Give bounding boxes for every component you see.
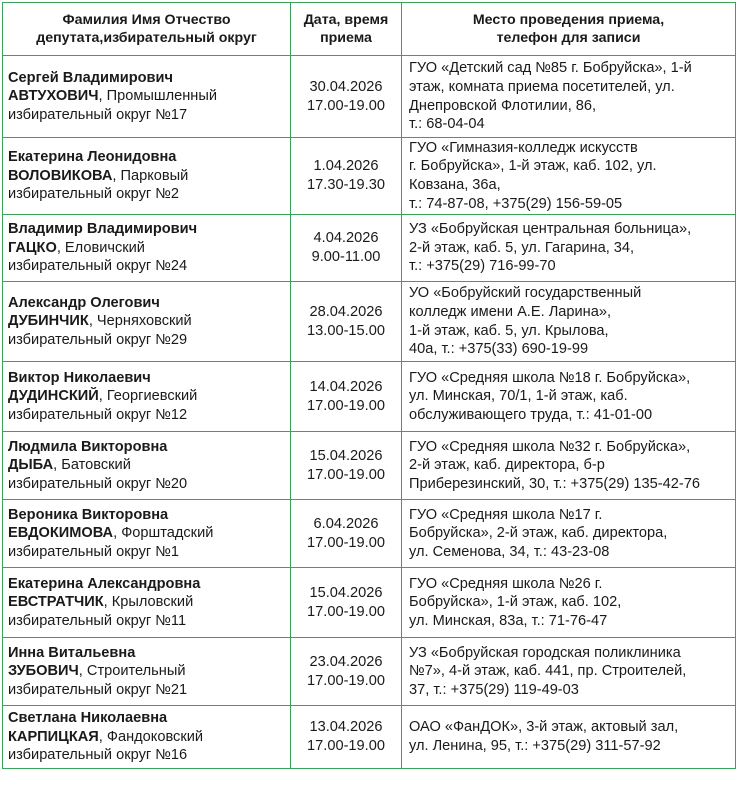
reception-date: 4.04.2026: [313, 230, 379, 247]
deputy-surname: ГАЦКО: [8, 239, 57, 256]
place-line: УО «Бобруйский государственный: [409, 285, 642, 302]
reception-time: 17.00-19.00: [307, 466, 385, 483]
header-name: Фамилия Имя Отчество депутата,избирательный округ: [3, 3, 291, 56]
place-line: ул. Семенова, 34, т.: 43-23-08: [409, 543, 610, 560]
deputy-surname: АВТУХОВИЧ: [8, 88, 99, 105]
deputy-first-name: Екатерина Александровна: [8, 575, 201, 592]
place-cell: [402, 706, 736, 769]
place-line: ОАО «ФанДОК», 3-й этаж, актовый зал,: [409, 719, 679, 736]
reception-date: 30.04.2026: [309, 78, 383, 95]
table-row: [3, 138, 736, 215]
place-line: ГУО «Средняя школа №17 г.: [409, 506, 603, 523]
reception-time: 17.00-19.00: [307, 534, 385, 551]
reception-schedule-table: [2, 2, 736, 769]
district-name: , Еловичский: [56, 239, 145, 256]
deputy-cell: [3, 638, 291, 706]
deputy-first-name: Александр Олегович: [8, 294, 160, 311]
place-line: колледж имени А.Е. Ларина»,: [409, 303, 612, 320]
place-line: Днепровской Флотилии, 86,: [409, 97, 597, 114]
deputy-cell: [3, 568, 291, 638]
date-cell: [291, 432, 402, 500]
place-cell: [402, 56, 736, 138]
place-line: ГУО «Средняя школа №32 г. Бобруйска»,: [409, 438, 691, 455]
deputy-first-name: Инна Витальевна: [8, 644, 136, 661]
deputy-first-name: Виктор Николаевич: [8, 369, 151, 386]
deputy-first-name: Сергей Владимирович: [8, 69, 173, 86]
deputy-surname: КАРПИЦКАЯ: [8, 728, 99, 745]
district-name: , Батовский: [53, 457, 131, 474]
reception-date: 23.04.2026: [309, 653, 383, 670]
table-row: [3, 215, 736, 282]
place-line: обслуживающего труда, т.: 41-01-00: [409, 406, 653, 423]
date-cell: [291, 362, 402, 432]
district-number: избирательный округ №2: [8, 186, 180, 203]
reception-date: 15.04.2026: [309, 447, 383, 464]
place-line: Ковзана, 36а,: [409, 177, 501, 193]
reception-time: 13.00-15.00: [307, 322, 385, 339]
district-name: , Промышленный: [98, 88, 217, 105]
place-cell: [402, 432, 736, 500]
reception-date: 1.04.2026: [313, 158, 379, 175]
place-line: Бобруйска», 1-й этаж, каб. 102,: [409, 594, 622, 611]
date-cell: [291, 500, 402, 568]
place-line: Приберезинский, 30, т.: +375(29) 135-42-76: [409, 475, 700, 492]
district-name: , Крыловский: [103, 594, 194, 611]
deputy-first-name: Владимир Владимирович: [8, 221, 198, 238]
deputy-first-name: Светлана Николаевна: [8, 710, 168, 727]
header-place: Место проведения приема, телефон для записи: [402, 3, 736, 56]
deputy-cell: [3, 282, 291, 362]
deputy-cell: [3, 500, 291, 568]
table-row: [3, 56, 736, 138]
table-row: [3, 638, 736, 706]
district-name: , Строительный: [78, 663, 186, 680]
place-line: т.: +375(29) 716-99-70: [409, 258, 556, 275]
header-row: [3, 3, 736, 56]
district-name: , Георгиевский: [98, 388, 198, 405]
place-cell: [402, 362, 736, 432]
district-number: избирательный округ №24: [8, 258, 188, 275]
place-line: т.: 74-87-08, +375(29) 156-59-05: [409, 195, 623, 212]
deputy-surname: ДЫБА: [8, 457, 54, 474]
reception-time: 17.00-19.00: [307, 738, 385, 754]
place-cell: [402, 500, 736, 568]
reception-time: 17.00-19.00: [307, 397, 385, 414]
deputy-first-name: Людмила Викторовна: [8, 438, 168, 455]
place-line: ул. Минская, 83а, т.: 71-76-47: [409, 612, 608, 629]
district-name: , Черняховский: [88, 313, 192, 330]
deputy-first-name: Вероника Викторовна: [8, 506, 169, 523]
place-cell: [402, 215, 736, 282]
place-line: УЗ «Бобруйская городская поликлиника: [409, 644, 681, 661]
deputy-surname: ДУДИНСКИЙ: [8, 388, 99, 405]
place-line: №7», 4-й этаж, каб. 441, пр. Строителей,: [409, 663, 687, 680]
place-line: этаж, комната приема посетителей, ул.: [409, 78, 675, 95]
date-cell: [291, 638, 402, 706]
table-row: [3, 362, 736, 432]
date-cell: [291, 138, 402, 215]
table-row: [3, 432, 736, 500]
place-line: ул. Ленина, 95, т.: +375(29) 311-57-92: [409, 738, 661, 754]
place-cell: [402, 282, 736, 362]
reception-date: 28.04.2026: [309, 303, 383, 320]
place-cell: [402, 638, 736, 706]
place-cell: [402, 568, 736, 638]
district-number: избирательный округ №21: [8, 681, 188, 698]
deputy-surname: ДУБИНЧИК: [8, 313, 89, 330]
reception-time: 17.00-19.00: [307, 603, 385, 620]
deputy-surname: ВОЛОВИКОВА: [8, 167, 113, 184]
reception-time: 9.00-11.00: [311, 249, 381, 265]
reception-date: 13.04.2026: [309, 719, 383, 736]
deputy-surname: ЕВСТРАТЧИК: [8, 594, 104, 611]
deputy-cell: [3, 706, 291, 769]
district-number: избирательный округ №29: [8, 331, 188, 348]
reception-date: 15.04.2026: [309, 584, 383, 601]
deputy-surname: ЗУБОВИЧ: [8, 663, 79, 680]
district-number: избирательный округ №16: [8, 747, 188, 764]
header-date: Дата, время приема: [291, 3, 402, 56]
table-row: [3, 500, 736, 568]
place-line: г. Бобруйска», 1-й этаж, каб. 102, ул.: [409, 158, 657, 175]
district-name: , Форштадский: [113, 525, 214, 542]
deputy-cell: [3, 432, 291, 500]
district-number: избирательный округ №12: [8, 406, 188, 423]
place-line: 40а, т.: +375(33) 690-19-99: [409, 341, 589, 358]
place-line: ГУО «Детский сад №85 г. Бобруйска», 1-й: [409, 60, 692, 77]
deputy-first-name: Екатерина Леонидовна: [8, 149, 177, 166]
table-row: [3, 282, 736, 362]
reception-time: 17.00-19.00: [307, 672, 385, 689]
place-line: 37, т.: +375(29) 119-49-03: [409, 681, 579, 698]
deputy-cell: [3, 138, 291, 215]
table-row: [3, 706, 736, 769]
place-line: 2-й этаж, каб. 5, ул. Гагарина, 34,: [409, 239, 635, 256]
place-line: т.: 68-04-04: [409, 116, 485, 133]
place-line: ул. Минская, 70/1, 1-й этаж, каб.: [409, 388, 628, 405]
deputy-cell: [3, 362, 291, 432]
deputy-cell: [3, 215, 291, 282]
reception-time: 17.00-19.00: [307, 97, 385, 114]
place-line: ГУО «Средняя школа №18 г. Бобруйска»,: [409, 369, 691, 386]
place-line: Бобруйска», 2-й этаж, каб. директора,: [409, 525, 668, 542]
deputy-surname: ЕВДОКИМОВА: [8, 525, 114, 542]
date-cell: [291, 706, 402, 769]
reception-date: 6.04.2026: [313, 515, 379, 532]
date-cell: [291, 56, 402, 138]
place-line: ГУО «Средняя школа №26 г.: [409, 575, 603, 592]
district-number: избирательный округ №11: [8, 612, 187, 629]
reception-time: 17.30-19.30: [307, 177, 385, 193]
district-name: , Парковый: [112, 167, 189, 184]
place-line: 1-й этаж, каб. 5, ул. Крылова,: [409, 322, 609, 339]
district-number: избирательный округ №17: [8, 106, 188, 123]
deputy-cell: [3, 56, 291, 138]
place-line: УЗ «Бобруйская центральная больница»,: [409, 221, 692, 238]
date-cell: [291, 215, 402, 282]
place-cell: [402, 138, 736, 215]
place-line: 2-й этаж, каб. директора, б-р: [409, 457, 605, 474]
district-number: избирательный округ №20: [8, 475, 188, 492]
district-number: избирательный округ №1: [8, 543, 180, 560]
reception-date: 14.04.2026: [309, 378, 383, 395]
date-cell: [291, 282, 402, 362]
date-cell: [291, 568, 402, 638]
district-name: , Фандоковский: [98, 728, 204, 745]
table-row: [3, 568, 736, 638]
place-line: ГУО «Гимназия-колледж искусств: [409, 139, 638, 156]
